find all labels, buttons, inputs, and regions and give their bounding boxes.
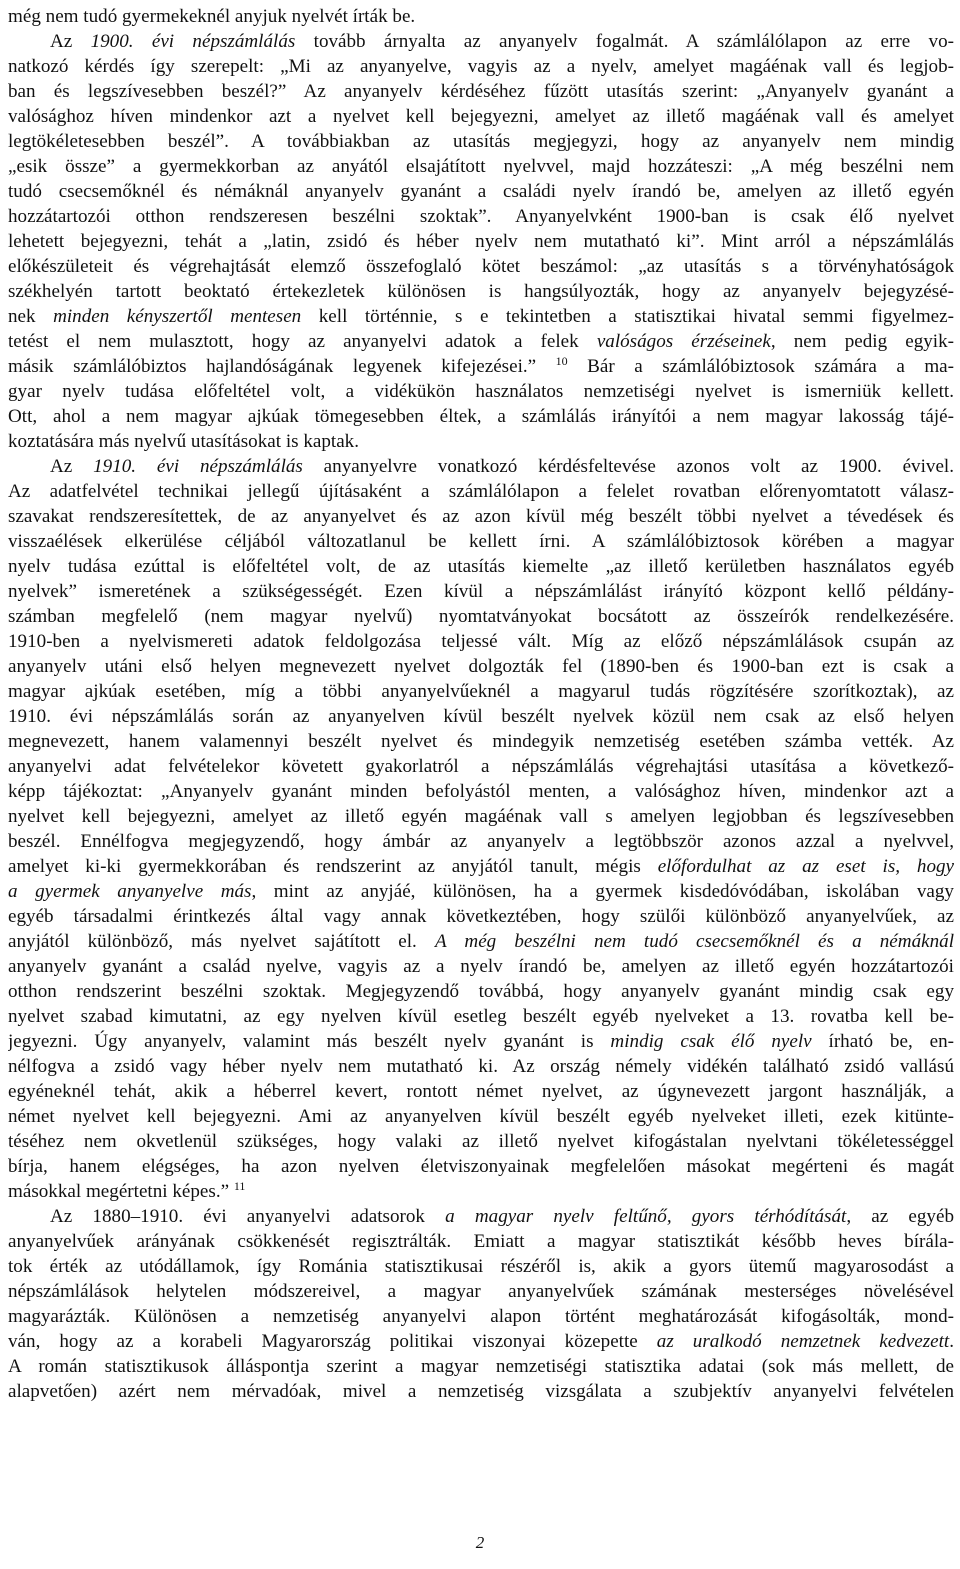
- text-line: [8, 104, 954, 129]
- text-line: [8, 629, 954, 654]
- text-run: beszél. Ennélfogva megjegyzendő, hogy ámbár az anyanyelv a legtöbbször azonos azzal a nyelvvel,: [8, 831, 954, 852]
- text-line: [8, 329, 954, 354]
- text-run: visszaélések elkerülése céljából változatlanul be kellett írni. A számlálóbiztosok körében a magyar: [8, 531, 954, 552]
- text-run: másik számlálóbiztos hajlandóságának legyenek kifejezései.”: [8, 356, 556, 377]
- text-run: írható be, en-: [811, 1031, 954, 1052]
- text-run: Az: [50, 31, 91, 52]
- text-run: Az adatfelvétel technikai jellegű újításaként a számlálólapon a felelet rovatban előrenyomtatott válasz-: [8, 481, 954, 502]
- text-line: [8, 54, 954, 79]
- text-line: [8, 4, 954, 29]
- text-line: [50, 454, 954, 479]
- text-line: [8, 479, 954, 504]
- text-line: [8, 904, 954, 929]
- text-run: koztatására más nyelvű utasításokat is kaptak.: [8, 431, 360, 452]
- text-run: nyelv tudása ezúttal is előfeltétel volt, de az utasítás kiemelte „az illető kerületben használatos egyéb: [8, 556, 954, 577]
- text-line: [8, 1029, 954, 1054]
- footnote-ref: 10: [555, 354, 568, 368]
- text-run: gyar nyelv tudása előfeltétel volt, a vidékükön használatos nemzetiségi nyelvet is ismerniük kellett.: [8, 381, 954, 402]
- text-run: bírja, hanem elégséges, ha azon nyelven életviszonyainak megfelelően másokat megérteni és magát: [8, 1156, 954, 1177]
- text-run: , nem pedig egyik-: [770, 331, 954, 352]
- text-run: tetést el nem mulasztott, hogy az anyanyelvi adatok a felek: [8, 331, 597, 352]
- text-run: nyelvet kell bejegyezni, amelyet az illető egyén magáénak vall s amelyen legjobban és legszívesebben: [8, 806, 954, 827]
- text-run: téséhez nem okvetlenül szükséges, hogy valaki az illető nyelvet kifogástalan nyelvtani tökéletességgel: [8, 1131, 954, 1152]
- text-line: [8, 1154, 954, 1179]
- text-run: valósághoz híven mindenkor azt a nyelvet kell bejegyezni, amelyet az illető magáénak vall és amelyet: [8, 106, 954, 127]
- italic-text: 1910. évi népszámlálás: [93, 456, 303, 477]
- text-line: [8, 554, 954, 579]
- text-run: egyéb társadalmi érintkezés által vagy annak következtében, hogy szülői különböző anyanyelvűek, az: [8, 906, 954, 927]
- text-run: számban megfelelő (nem magyar nyelvű) nyomtatványokat bocsátott az összeírók rendelkezésére.: [8, 606, 954, 627]
- text-line: [8, 354, 954, 379]
- text-line: [8, 429, 954, 454]
- text-line: [8, 379, 954, 404]
- text-run: A román statisztikusok álláspontja szerint a magyar nemzetiségi statisztika adatai (sok más mellett, de: [8, 1356, 954, 1377]
- text-line: [8, 1354, 954, 1379]
- italic-text: a gyermek anyanyelve más: [8, 881, 252, 902]
- text-line: [8, 529, 954, 554]
- text-run: magyar ajkúak esetében, míg a többi anyanyelvűeknél a magyarul tudás rögzítésére szorítkoztak), az: [8, 681, 954, 702]
- text-run: anyjától különböző, más nyelvet sajátított el.: [8, 931, 435, 952]
- text-run: kell történnie, s e tekintetben a statisztikai hivatal semmi figyelmez-: [301, 306, 954, 327]
- text-run: tudó csecsemőknél és némáknál anyanyelv gyanánt a családi nyelv írandó be, amelyen az illető egyén: [8, 181, 954, 202]
- text-run: német nyelvet kell bejegyezni. Ami az anyanyelven kívül beszélt egyéb nyelveket illeti, ezek kitünte-: [8, 1106, 954, 1127]
- text-line: [8, 504, 954, 529]
- text-line: [50, 29, 954, 54]
- text-line: [8, 829, 954, 854]
- text-line: [50, 1204, 954, 1229]
- text-run: nyelvek” ismeretének a szükségességét. Ezen kívül a népszámlálást irányító központ kellő példány-: [8, 581, 954, 602]
- text-run: népszámlálások helytelen módszereivel, a magyar anyanyelvűek számának mesterséges növelésével: [8, 1281, 954, 1302]
- text-line: [8, 729, 954, 754]
- text-run: anyanyelv gyanánt a család nyelve, vagyis az a nyelv írandó be, amelyen az illető egyén hozzátartozói: [8, 956, 954, 977]
- text-line: [8, 229, 954, 254]
- text-line: [8, 154, 954, 179]
- text-line: [8, 1329, 954, 1354]
- text-run: képp tájékoztat: „Anyanyelv gyanánt minden befolyástól menten, a valósághoz híven, mindenkor azt a: [8, 781, 954, 802]
- page-number: 2: [475, 1533, 485, 1552]
- text-run: amelyet ki-ki gyermekkorában és rendszerint az anyjától tanult, mégis: [8, 856, 658, 877]
- text-run: anyanyelvre vonatkozó kérdésfeltevése azonos volt az 1900. évivel.: [302, 456, 954, 477]
- text-line: [8, 129, 954, 154]
- text-run: „esik össze” a gyermekkorban az anyától elsajátított nyelvvel, majd hozzáteszi: „A még beszélni nem: [8, 156, 954, 177]
- text-line: [8, 304, 954, 329]
- text-line: [8, 854, 954, 879]
- text-run: tok érték az utódállamok, így Románia statisztikusai részéről is, akik a gyors ütemű magyarosodást a: [8, 1256, 954, 1277]
- text-run: megnevezett, hanem valamennyi beszélt nyelvet és mindegyik nemzetiség esetében számba vették. Az: [8, 731, 954, 752]
- italic-text: mindig csak élő nyelv: [610, 1031, 812, 1052]
- text-line: [8, 1379, 954, 1404]
- text-line: [8, 1104, 954, 1129]
- text-run: , mint az anyjáé, különösen, ha a gyermek kisdedóvódában, iskolában vagy: [251, 881, 954, 902]
- text-run: nélfogva a zsidó vagy héber nyelv nem mutatható ki. Az ország némely vidékén található zsidó vallású: [8, 1056, 954, 1077]
- footnote-ref: 11: [233, 1179, 246, 1193]
- italic-text: valóságos érzéseinek: [596, 331, 771, 352]
- text-line: [8, 1254, 954, 1279]
- italic-text: előfordulhat az az eset is, hogy: [657, 856, 954, 877]
- text-line: [8, 1304, 954, 1329]
- text-run: natkozó kérdés így szerepelt: „Mi az anyanyelve, vagyis az a nyelv, amelyet magáénak vall és legjob-: [8, 56, 954, 77]
- text-line: [8, 954, 954, 979]
- text-run: egyéneknél tehát, akik a héberrel kevert, rontott német nyelvet, az úgynevezett jargont használják, a: [8, 1081, 954, 1102]
- text-line: [8, 754, 954, 779]
- text-line: [8, 1004, 954, 1029]
- text-run: Az: [50, 456, 94, 477]
- text-line: [8, 254, 954, 279]
- text-line: [8, 704, 954, 729]
- text-line: [8, 879, 954, 904]
- text-run: másokkal megértetni képes.”: [8, 1181, 234, 1202]
- text-line: [8, 979, 954, 1004]
- text-run: hozzátartozói otthon rendszeresen beszélni szoktak”. Anyanyelvként 1900-ban is csak élő nyelvet: [8, 206, 954, 227]
- text-run: székhelyén tartott beoktató értekezletek különösen is hangsúlyozták, hogy az anyanyelv bejegyzésé-: [8, 281, 954, 302]
- text-run: anyanyelvi adat felvételekor követett gyakorlatról a népszámlálás végrehajtási utasítása a következő-: [8, 756, 954, 777]
- text-line: [8, 204, 954, 229]
- text-run: 1910. évi népszámlálás során az anyanyelven kívül beszélt nyelvek közül nem csak az első helyen: [8, 706, 954, 727]
- text-line: [8, 1054, 954, 1079]
- text-run: még nem tudó gyermekeknél anyjuk nyelvét írták be.: [8, 6, 416, 27]
- text-line: [8, 654, 954, 679]
- text-line: [8, 579, 954, 604]
- text-run: nek: [8, 306, 54, 327]
- text-run: ban és legszívesebben beszél?” Az anyanyelv kérdéséhez fűzött utasítás szerint: „Anyanyelv gyanánt a: [8, 81, 954, 102]
- text-run: jegyezni. Úgy anyanyelv, valamint más beszélt nyelv gyanánt is: [8, 1031, 611, 1052]
- text-run: tovább árnyalta az anyanyelv fogalmát. A számlálólapon az erre vo-: [295, 31, 954, 52]
- text-line: [8, 779, 954, 804]
- italic-text: a magyar nyelv feltűnő, gyors térhódítását: [445, 1206, 847, 1227]
- text-run: anyanyelv utáni első helyen megnevezett nyelvet dolgozták fel (1890-ben és 1900-ban ezt is csak a: [8, 656, 954, 677]
- text-run: .: [949, 1331, 954, 1352]
- text-run: alapvetően) azért nem mérvadóak, mivel a nemzetiség vizsgálata a szubjektív anyanyelvi felvételen: [8, 1381, 954, 1402]
- text-run: Bár a számlálóbiztosok számára a ma-: [567, 356, 954, 377]
- text-line: [8, 1129, 954, 1154]
- text-line: [8, 279, 954, 304]
- text-line: [8, 929, 954, 954]
- italic-text: A még beszélni nem tudó csecsemőknél és a némáknál: [434, 931, 954, 952]
- italic-text: 1900. évi népszámlálás: [90, 31, 296, 52]
- text-line: [8, 604, 954, 629]
- text-run: Ott, ahol a nem magyar ajkúak tömegesebben éltek, a számlálás irányítói a nem magyar lakosság tájé-: [8, 406, 954, 427]
- text-line: [8, 1079, 954, 1104]
- text-run: legtökéletesebben beszél”. A továbbiakban az utasítás megjegyzi, hogy az anyanyelv nem mindig: [8, 131, 954, 152]
- italic-text: az uralkodó nemzetnek kedvezett: [656, 1331, 950, 1352]
- text-run: magyarázták. Különösen a nemzetiség anyanyelvi alapon történt meghatározását kifogásolták, mond-: [8, 1306, 954, 1327]
- text-run: lehetett bejegyezni, tehát a „latin, zsidó és héber nyelv nem mutatható ki”. Mint arról a népszámlálás: [8, 231, 954, 252]
- text-run: szavakat rendszeresítettek, de az anyanyelvet és az azon kívül még beszélt többi nyelvet a tévedések és: [8, 506, 954, 527]
- text-run: anyanyelvűek arányának csökkenését regisztrálták. Emiatt a magyar statisztikát később heves bírála-: [8, 1231, 954, 1252]
- text-line: [8, 1229, 954, 1254]
- text-line: [8, 804, 954, 829]
- text-run: 1910-ben a nyelvismereti adatok feldolgozása teljessé vált. Míg az előző népszámlálások csupán az: [8, 631, 954, 652]
- text-line: [8, 1179, 954, 1204]
- text-line: [8, 179, 954, 204]
- text-line: [8, 79, 954, 104]
- text-run: előkészületeit és végrehajtását elemző összefoglaló kötet beszámol: „az utasítás s a törvényhatóságok: [8, 256, 954, 277]
- text-line: [8, 1279, 954, 1304]
- text-run: nyelvet szabad kimutatni, az egy nyelven kívül esetleg beszélt egyéb nyelveket a 13. rovatba kell be-: [8, 1006, 954, 1027]
- text-line: [8, 679, 954, 704]
- text-run: ván, hogy az a korabeli Magyarország politikai viszonyai közepette: [8, 1331, 657, 1352]
- italic-text: minden kényszertől mentesen: [53, 306, 302, 327]
- text-run: , az egyéb: [846, 1206, 954, 1227]
- text-run: Az 1880–1910. évi anyanyelvi adatsorok: [50, 1206, 446, 1227]
- text-run: otthon rendszerint beszélni szoktak. Megjegyzendő továbbá, hogy anyanyelv gyanánt mindig csak egy: [8, 981, 954, 1002]
- text-line: [8, 404, 954, 429]
